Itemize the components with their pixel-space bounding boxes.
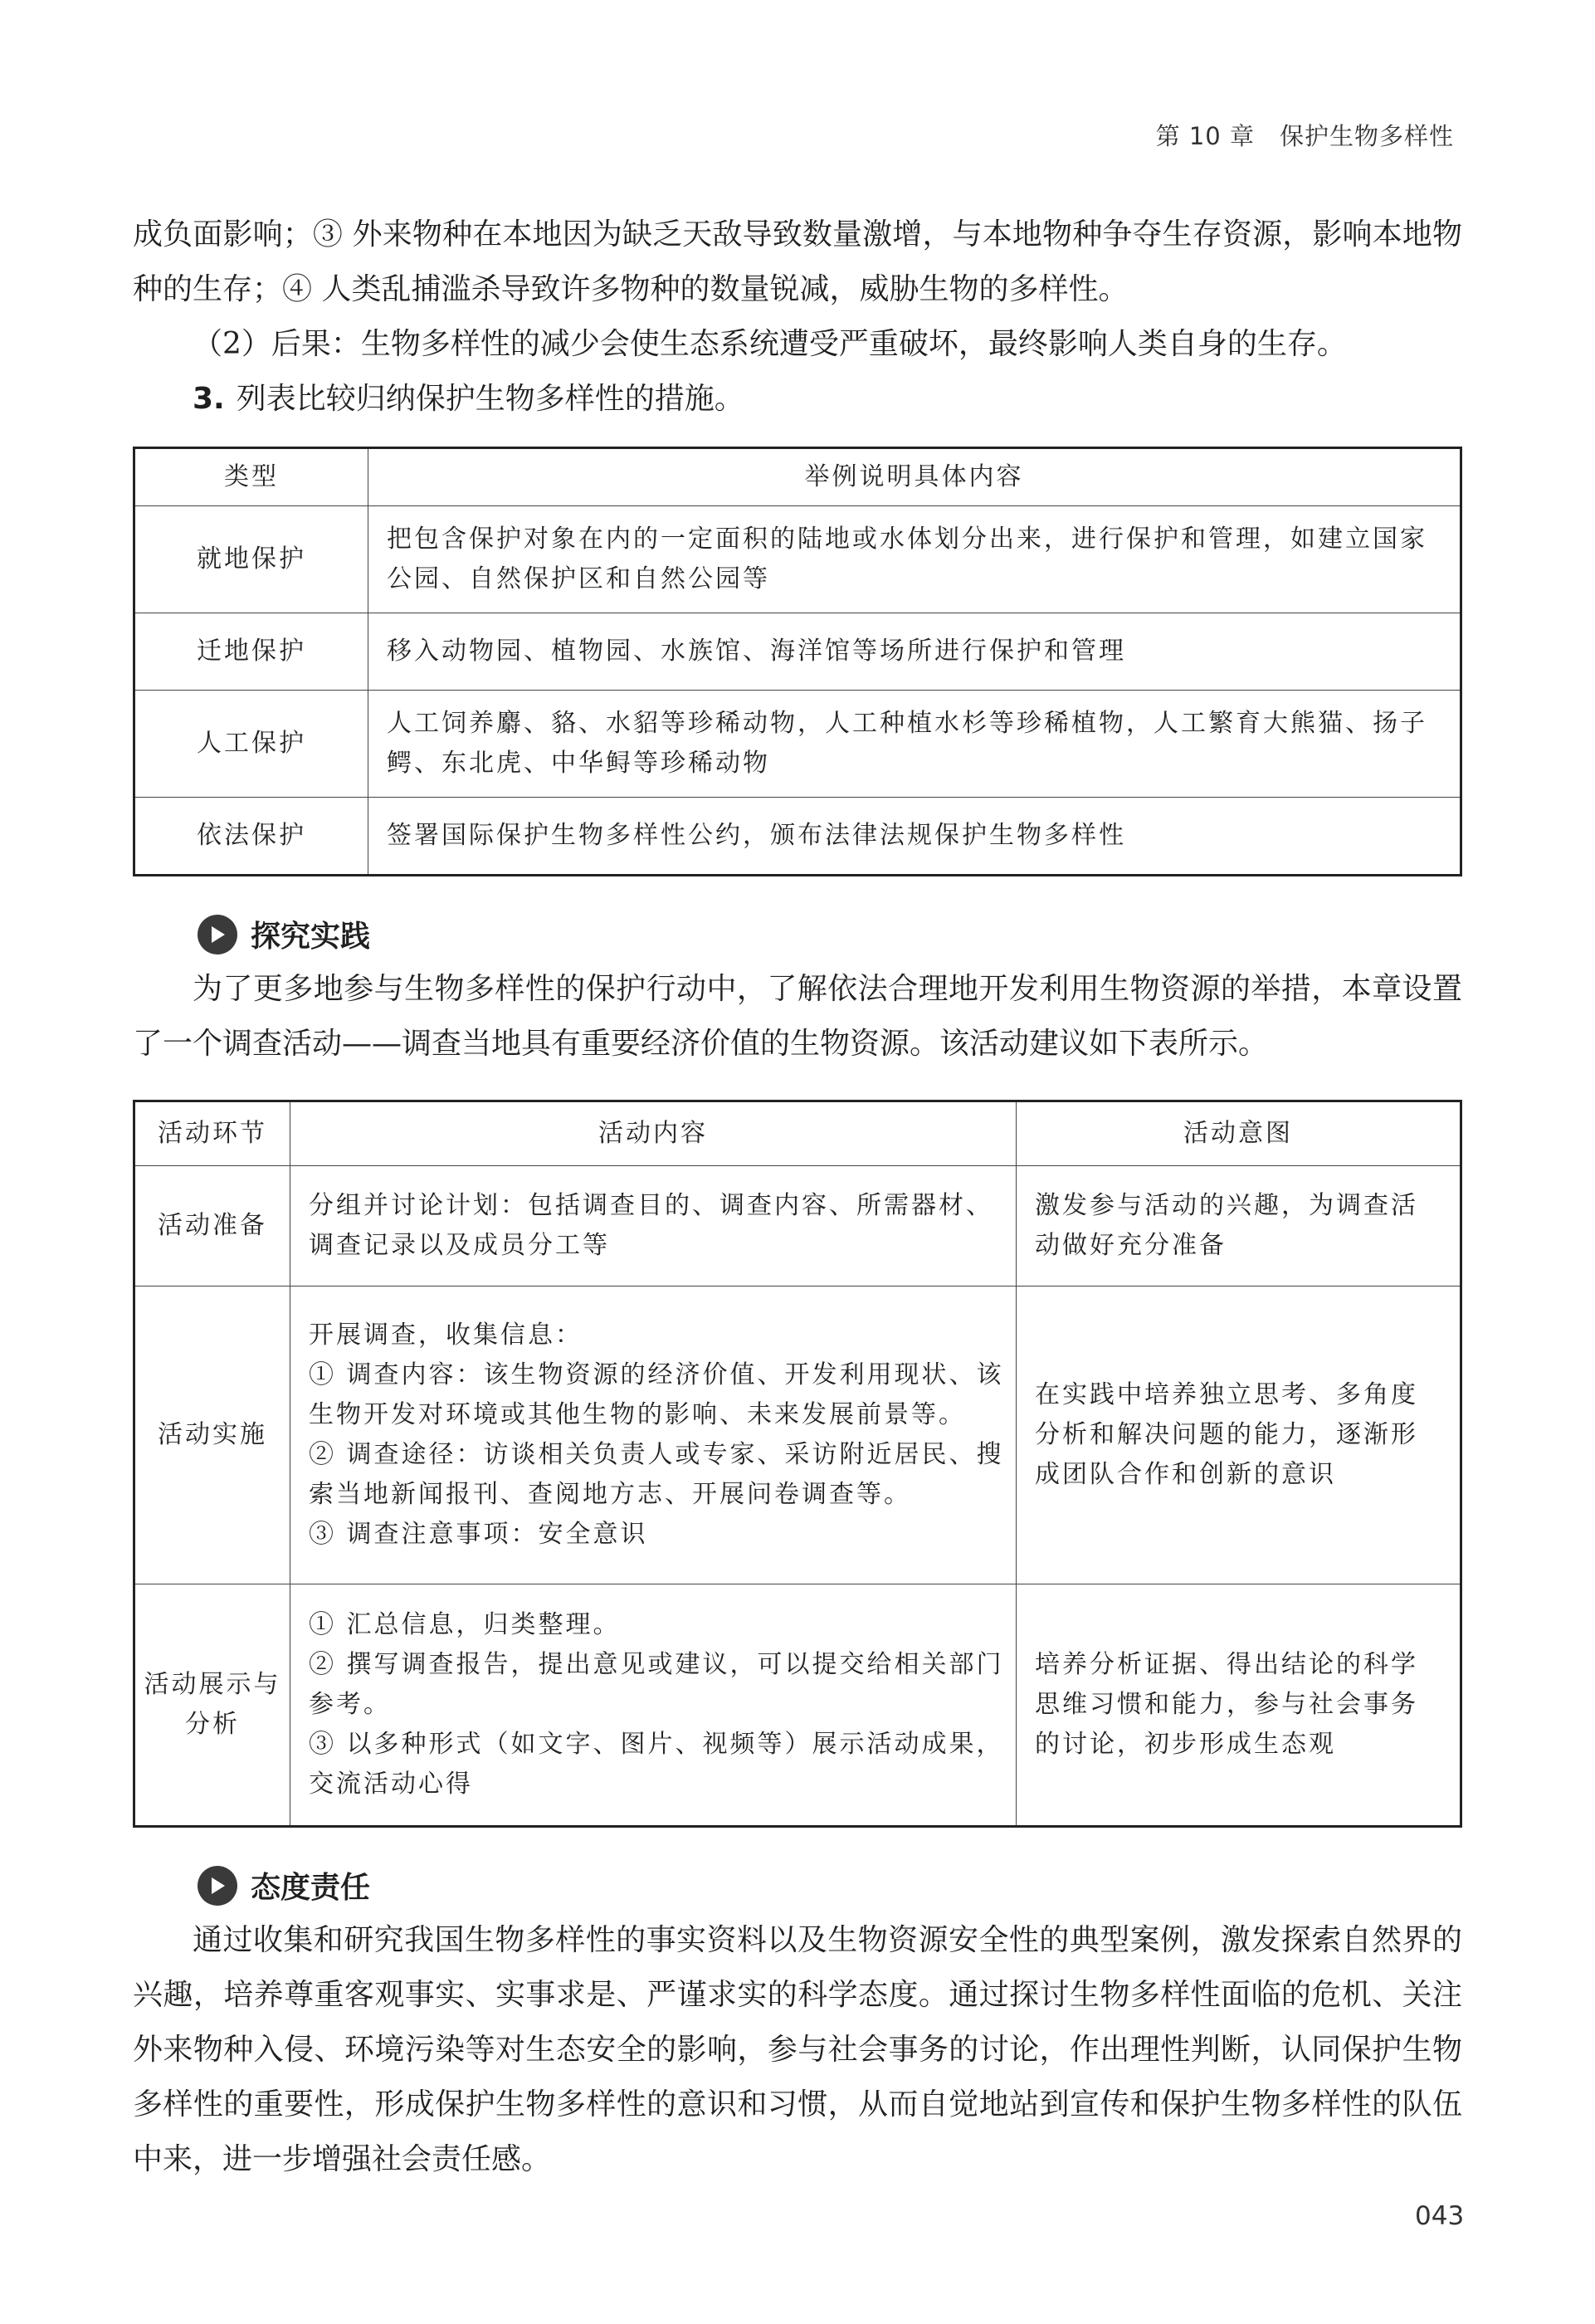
attitude-paragraph: 通过收集和研究我国生物多样性的事实资料以及生物资源安全性的典型案例，激发探索自然界的兴趣，培养尊重客观事实、实事求是、严谨求实的科学态度。通过探讨生物多样性面临的危机、关注外来物种入侵、环境污染等对生态安全的影响，参与社会事务的讨论，作出理性判断，认同保护生物多样性的重要性，形成保护生物多样性的意识和习惯，从而自觉地站到宣传和保护生物多样性的队伍中来，进一步增强社会责任感。	[133, 1923, 1462, 2176]
content-line: ③ 以多种形式（如文字、图片、视频等）展示活动成果，交流活动心得	[309, 1730, 1004, 1799]
measure-type: 依法保护	[134, 798, 368, 876]
table-row	[134, 691, 1461, 798]
activity-content	[290, 1584, 1017, 1827]
content-line: ③ 调查注意事项：安全意识	[309, 1520, 648, 1549]
intro-paragraph-1: 成负面影响；③ 外来物种在本地因为缺乏天敌导致数量激增，与本地物种争夺生存资源，影响本地物种的生存；④ 人类乱捕滥杀导致许多物种的数量锐减，威胁生物的多样性。	[133, 217, 1462, 306]
chapter-number: 第 10 章	[1155, 122, 1255, 150]
list-item-number: 3.	[193, 382, 225, 416]
list-item-3	[133, 372, 1462, 427]
section-heading-inquiry	[133, 913, 1462, 955]
intro-paragraph-2: （2）后果：生物多样性的减少会使生态系统遭受严重破坏，最终影响人类自身的生存。	[193, 327, 1347, 361]
measure-description: 移入动物园、植物园、水族馆、海洋馆等场所进行保护和管理	[368, 613, 1461, 691]
table-row	[134, 1286, 1461, 1584]
running-header	[1156, 118, 1454, 152]
activity-step: 活动准备	[134, 1166, 290, 1286]
section-title: 探究实践	[251, 920, 371, 954]
play-arrow-icon	[198, 1866, 237, 1906]
measure-description: 签署国际保护生物多样性公约，颁布法律法规保护生物多样性	[368, 798, 1461, 876]
measure-description: 人工饲养麝、貉、水貂等珍稀动物，人工种植水杉等珍稀植物，人工繁育大熊猫、扬子鳄、东北虎、中华鲟等珍稀动物	[368, 691, 1461, 798]
table-header-row	[134, 1101, 1461, 1166]
activity-aim: 激发参与活动的兴趣，为调查活动做好充分准备	[1017, 1166, 1461, 1286]
chapter-title: 保护生物多样性	[1279, 122, 1454, 150]
activity-content	[290, 1286, 1017, 1584]
activity-step: 活动实施	[134, 1286, 290, 1584]
page-number: 043	[1415, 2201, 1465, 2231]
section-title: 态度责任	[251, 1871, 371, 1905]
activity-aim: 培养分析证据、得出结论的科学思维习惯和能力，参与社会事务的讨论，初步形成生态观	[1017, 1584, 1461, 1827]
activity-aim: 在实践中培养独立思考、多角度分析和解决问题的能力，逐渐形成团队合作和创新的意识	[1017, 1286, 1461, 1584]
play-arrow-icon	[198, 915, 237, 954]
table-header-cell: 举例说明具体内容	[368, 448, 1461, 506]
measure-type: 就地保护	[134, 506, 368, 613]
table-row	[134, 1166, 1461, 1286]
section-heading-attitude	[133, 1864, 1462, 1907]
list-item-text: 列表比较归纳保护生物多样性的措施。	[236, 382, 744, 416]
content-line: ① 汇总信息，归类整理。	[309, 1610, 621, 1639]
table-header-cell: 活动意图	[1017, 1101, 1461, 1166]
activity-step: 活动展示与分析	[134, 1584, 290, 1827]
table-row	[134, 1584, 1461, 1827]
page-content	[133, 208, 1462, 2187]
measure-type: 人工保护	[134, 691, 368, 798]
content-line: ① 调查内容：该生物资源的经济价值、开发利用现状、该生物开发对环境或其他生物的影响、未来发展前景等。	[309, 1360, 1004, 1429]
measure-description: 把包含保护对象在内的一定面积的陆地或水体划分出来，进行保护和管理，如建立国家公园、自然保护区和自然公园等	[368, 506, 1461, 613]
table-row	[134, 506, 1461, 613]
measure-type: 迁地保护	[134, 613, 368, 691]
content-line: ② 调查途径：访谈相关负责人或专家、采访附近居民、搜索当地新闻报刊、查阅地方志、开展问卷调查等。	[309, 1440, 1004, 1509]
table-row	[134, 798, 1461, 876]
protection-measures-table	[133, 447, 1462, 876]
activity-table	[133, 1100, 1462, 1828]
activity-content	[290, 1166, 1017, 1286]
inquiry-paragraph: 为了更多地参与生物多样性的保护行动中，了解依法合理地开发利用生物资源的举措，本章设置了一个调查活动——调查当地具有重要经济价值的生物资源。该活动建议如下表所示。	[133, 972, 1462, 1061]
content-line: ② 撰写调查报告，提出意见或建议，可以提交给相关部门参考。	[309, 1650, 1004, 1719]
table-header-cell: 活动环节	[134, 1101, 290, 1166]
table-header-row	[134, 448, 1461, 506]
table-header-cell: 活动内容	[290, 1101, 1017, 1166]
content-line: 开展调查，收集信息：	[309, 1321, 583, 1350]
content-line: 分组并讨论计划：包括调查目的、调查内容、所需器材、调查记录以及成员分工等	[309, 1191, 993, 1260]
table-row	[134, 613, 1461, 691]
table-header-cell: 类型	[134, 448, 368, 506]
